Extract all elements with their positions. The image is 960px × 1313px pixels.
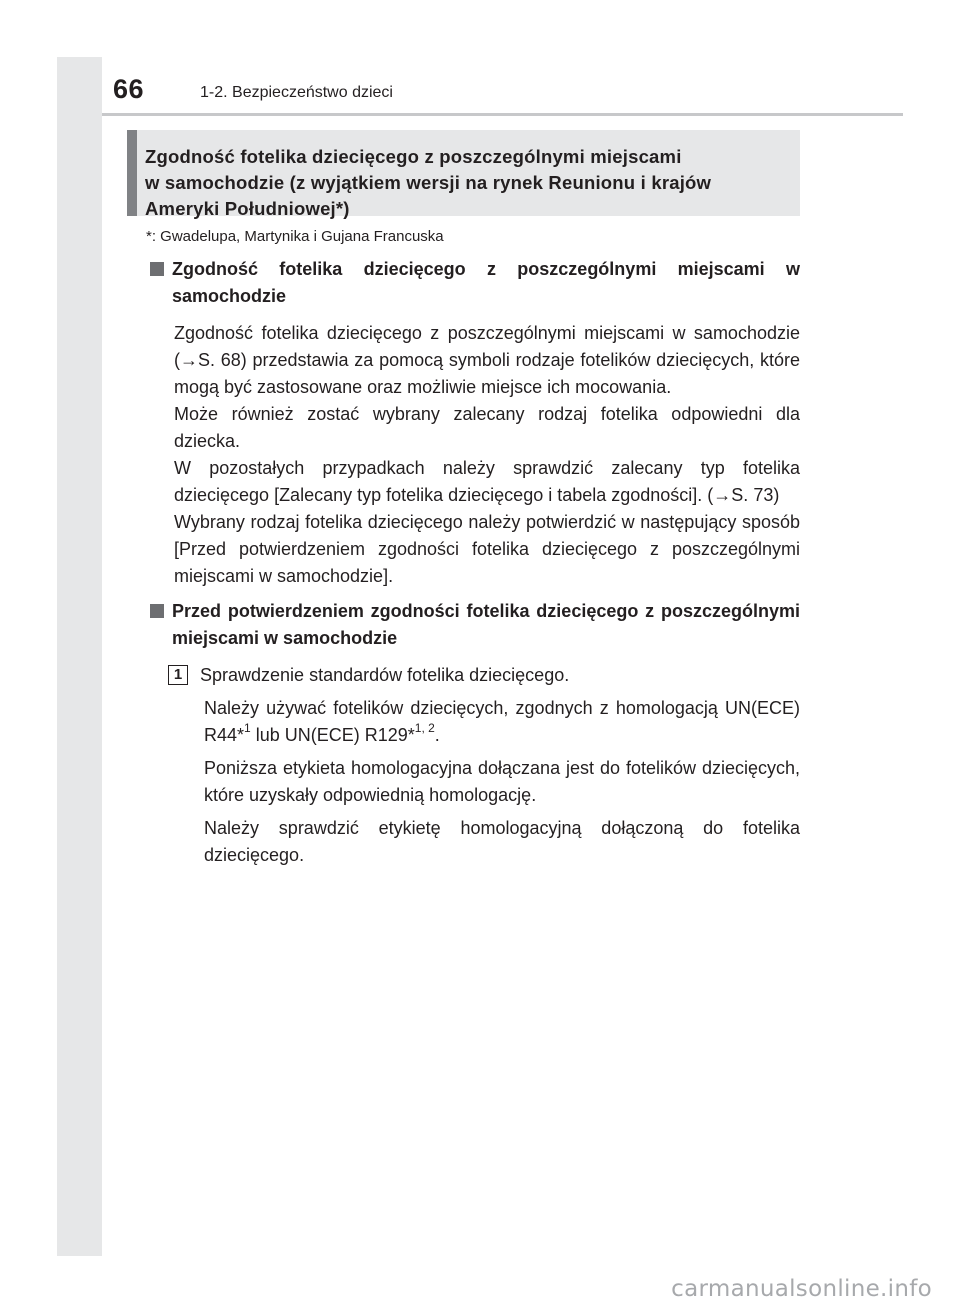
heading-line-2: w samochodzie (z wyjątkiem wersji na rynek Reunionu i krajów — [145, 172, 712, 193]
section-2-title: Przed potwierdzeniem zgodności fotelika dziecięcego z poszczególnymi miejscami w samochodzie — [172, 601, 800, 648]
header-divider — [102, 113, 903, 116]
homologation-text-c: . — [434, 725, 440, 745]
step-1-paragraph-2: Poniższa etykieta homologacyjna dołączana jest do fotelików dziecięcych, które uzyskały odpowiednią homologację. — [204, 758, 800, 805]
step-number-box: 1 — [168, 665, 188, 685]
homologation-text-a: Należy używać fotelików dziecięcych, zgodnych z homologacją UN(ECE) R44* — [204, 698, 800, 745]
step-1-paragraph-1 — [204, 695, 800, 749]
heading-line-1: Zgodność fotelika dziecięcego z poszczególnymi miejscami — [145, 146, 682, 167]
page-margin-strip — [57, 57, 102, 1256]
section-heading-box — [127, 130, 800, 219]
homologation-text-b: lub UN(ECE) R129* — [250, 725, 415, 745]
page-number: 66 — [113, 74, 145, 104]
footnote: *: Gwadelupa, Martynika i Gujana Francuska — [146, 228, 444, 245]
step-1 — [168, 662, 800, 689]
square-bullet-icon — [150, 604, 164, 618]
chapter-title: 1-2. Bezpieczeństwo dzieci — [200, 84, 393, 101]
square-bullet-icon — [150, 262, 164, 276]
section-1-paragraph-2: Może również zostać wybrany zalecany rodzaj fotelika odpowiedni dla dziecka. — [174, 404, 800, 451]
section-1-paragraph-3: W pozostałych przypadkach należy sprawdzić zalecany typ fotelika dziecięcego [Zalecany typ fotelika dziecięcego i tabela zgodności]. (→S. 73) — [174, 458, 800, 505]
footnote-ref-2: 1, 2 — [414, 721, 435, 735]
section-1-paragraph-1: Zgodność fotelika dziecięcego z poszczególnymi miejscami w samochodzie (→S. 68) przedstawia za pomocą symboli rodzaje fotelików dziecięcych, które mogą być zastosowane oraz możliwie miejsce ich mocowania. — [174, 323, 800, 397]
section-1-header — [150, 256, 800, 310]
step-1-paragraph-3: Należy sprawdzić etykietę homologacyjną dołączoną do fotelika dziecięcego. — [204, 818, 800, 865]
step-1-title: Sprawdzenie standardów fotelika dziecięcego. — [200, 665, 570, 685]
watermark: carmanualsonline.info — [671, 1276, 932, 1302]
section-1-title: Zgodność fotelika dziecięcego z poszczególnymi miejscami w samochodzie — [172, 259, 800, 306]
section-1-paragraph-4: Wybrany rodzaj fotelika dziecięcego należy potwierdzić w następujący sposób [Przed potwierdzeniem zgodności fotelika dziecięcego z poszczególnymi miejscami w samochodzie]. — [174, 512, 800, 586]
section-2-header — [150, 598, 800, 652]
main-content — [150, 256, 800, 869]
heading-line-3: Ameryki Południowej*) — [145, 198, 350, 219]
footnote-ref-1: 1 — [244, 721, 251, 735]
